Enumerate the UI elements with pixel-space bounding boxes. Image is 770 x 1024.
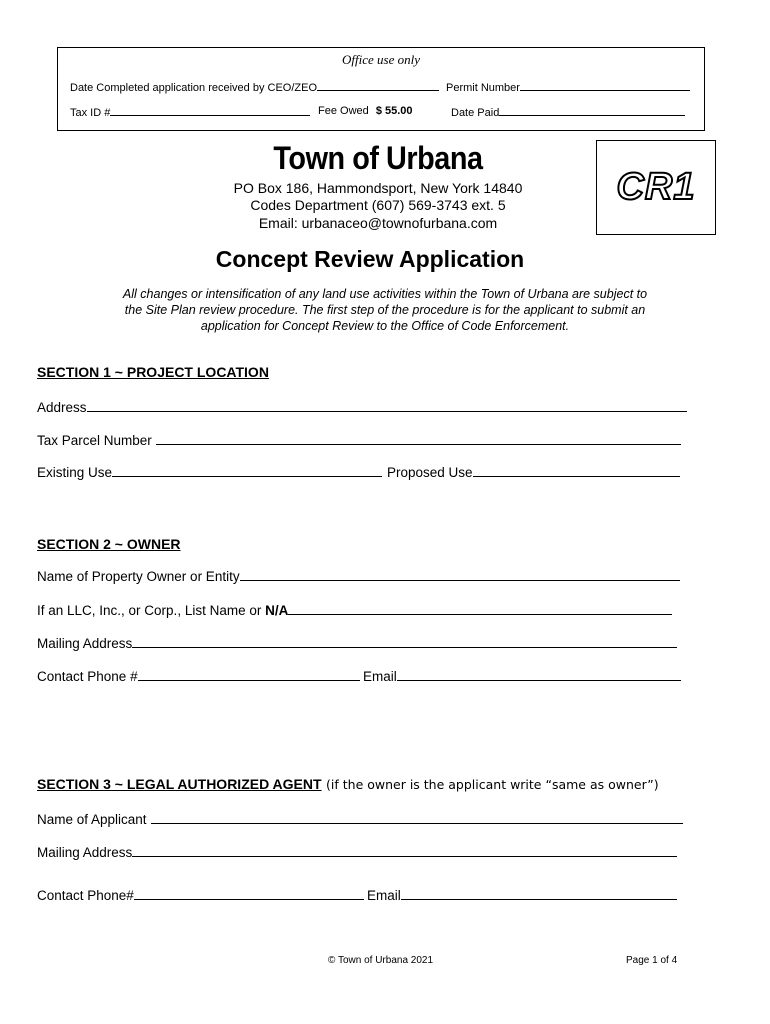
address-label: Address [37,400,87,415]
footer-page-number: Page 1 of 4 [626,955,678,966]
address-field[interactable] [37,400,687,415]
owner-name-label: Name of Property Owner or Entity [37,569,240,584]
town-title: Town of Urbana [273,140,483,176]
tax-id-label: Tax ID # [70,107,111,119]
existing-use-field[interactable] [37,465,382,480]
intro-line-3: application for Concept Review to the Office of Code Enforcement. [200,319,570,333]
llc-na: N/A [265,603,289,618]
date-completed-label: Date Completed application received by CEO/ZEO [70,82,318,94]
application-title: Concept Review Application [215,246,525,272]
owner-phone-field[interactable] [37,669,360,684]
owner-name-field[interactable] [37,569,680,584]
date-paid-label: Date Paid [451,107,500,119]
owner-phone-label: Contact Phone # [37,669,138,684]
existing-use-label: Existing Use [37,465,113,480]
llc-field[interactable] [37,603,672,618]
owner-mailing-field[interactable] [37,636,677,651]
proposed-use-label: Proposed Use [387,465,473,480]
permit-number-field[interactable] [446,80,690,94]
permit-number-label: Permit Number [446,82,520,94]
llc-label: If an LLC, Inc., or Corp., List Name or [37,603,266,618]
applicant-name-label: Name of Applicant [37,812,147,827]
date-completed-field[interactable] [70,80,439,94]
form-code: CR1 [616,166,696,208]
agent-mailing-label: Mailing Address [37,845,133,860]
tax-id-field[interactable] [70,105,310,119]
office-use-title: Office use only [342,52,420,67]
section3-heading-row [37,776,659,794]
intro-text [60,286,710,334]
agent-mailing-field[interactable] [37,845,677,860]
owner-email-field[interactable] [363,669,681,684]
agent-phone-label: Contact Phone# [37,888,134,903]
fee-owed-label: Fee Owed [318,105,369,117]
tax-parcel-label: Tax Parcel Number [37,433,152,448]
date-paid-field[interactable] [451,105,685,119]
section2-heading: SECTION 2 ~ OWNER [37,536,181,552]
agent-email-field[interactable] [367,888,677,903]
agent-email-label: Email [367,888,401,903]
town-address: PO Box 186, Hammondsport, New York 14840 [233,180,523,196]
agent-phone-field[interactable] [37,888,364,903]
owner-email-label: Email [363,669,397,684]
owner-mailing-label: Mailing Address [37,636,133,651]
section3-note: (if the owner is the applicant write “same as owner”) [326,777,659,792]
fee-owed [318,105,413,117]
tax-parcel-field[interactable] [37,433,681,448]
fee-amount: $ 55.00 [375,105,413,117]
town-email: Email: urbanaceo@townofurbana.com [258,215,498,231]
intro-line-1: All changes or intensification of any land use activities within the Town of Urbana are subject to [122,287,648,301]
codes-phone: Codes Department (607) 569-3743 ext. 5 [250,197,506,213]
footer-copyright: © Town of Urbana 2021 [328,955,434,966]
section1-heading: SECTION 1 ~ PROJECT LOCATION [37,364,269,380]
proposed-use-field[interactable] [387,465,680,480]
section3-heading: SECTION 3 ~ LEGAL AUTHORIZED AGENT [37,776,322,792]
applicant-name-field[interactable] [37,812,683,827]
office-use-box [57,47,705,131]
form-code-box [596,140,716,235]
intro-line-2: the Site Plan review procedure. The first step of the procedure is for the applicant to submit an [124,303,646,317]
